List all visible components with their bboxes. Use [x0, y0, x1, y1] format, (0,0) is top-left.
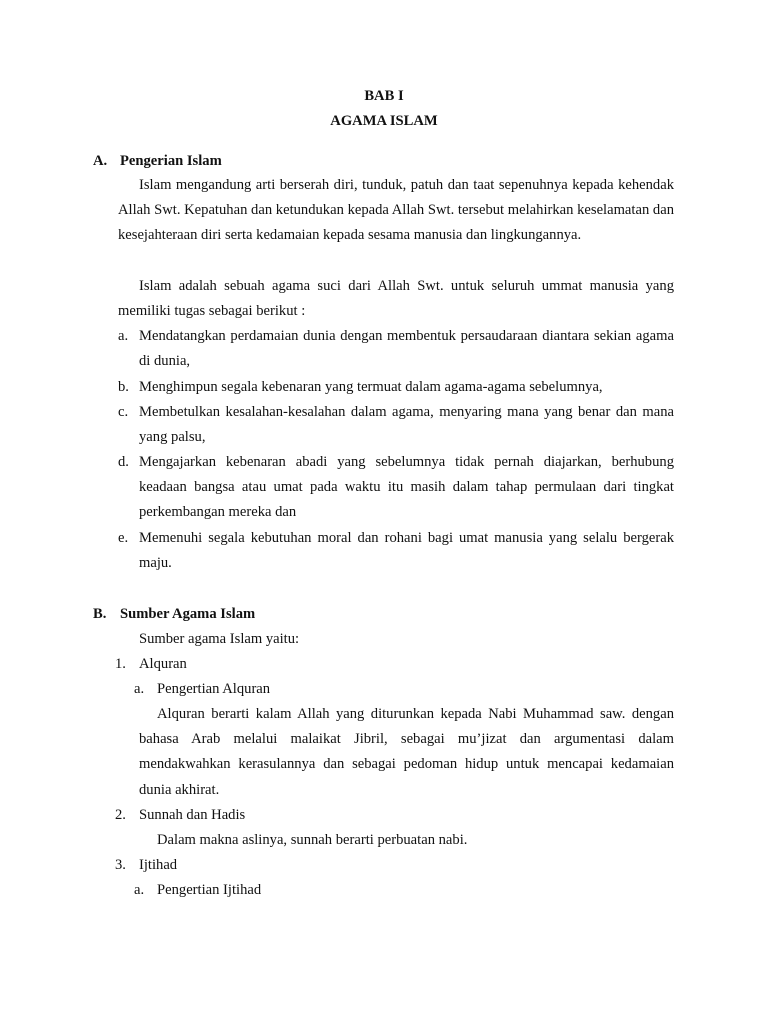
numbered-item-3-text: Ijtihad [139, 857, 178, 873]
sunnah-paragraph: Dalam makna aslinya, sunnah berarti perbuatan nabi. [157, 832, 468, 848]
numbered-item-2-marker: 2. [115, 807, 126, 823]
section-b-intro: Sumber agama Islam yaitu: [139, 631, 300, 647]
list-marker: e. [118, 530, 129, 546]
list-text: Memenuhi segala kebutuhan moral dan rohani bagi umat manusia yang selalu bergerak maju. [139, 530, 674, 572]
numbered-item-3-marker: 3. [115, 857, 126, 873]
sub-item-1a-marker: a. [134, 681, 145, 697]
list-text: Membetulkan kesalahan-kesalahan dalam agama, menyaring mana yang benar dan mana yang palsu, [139, 404, 674, 446]
list-marker: d. [118, 454, 129, 470]
sub-item-3a-text: Pengertian Ijtihad [157, 882, 262, 898]
list-item [118, 375, 674, 400]
numbered-item-1-marker: 1. [115, 656, 126, 672]
chapter-title: AGAMA ISLAM [330, 113, 438, 129]
list-text: Menghimpun segala kebenaran yang termuat dalam agama-agama sebelumnya, [139, 379, 603, 395]
section-b-title: Sumber Agama Islam [120, 606, 256, 622]
section-b-label: B. [93, 606, 107, 622]
list-marker: c. [118, 404, 129, 420]
section-a-para1: Islam mengandung arti berserah diri, tunduk, patuh dan taat sepenuhnya kepada kehendak Allah Swt. Kepatuhan dan ketundukan kepada Allah Swt. tersebut melahirkan keselamatan dan kesejahteraan diri serta kedamaian kepada sesama manusia dan lingkungannya. [118, 177, 674, 244]
list-marker: b. [118, 379, 129, 395]
section-a-label: A. [93, 153, 108, 169]
list-item [118, 324, 674, 374]
list-item [118, 400, 674, 450]
sub-item-1a-text: Pengertian Alquran [157, 681, 271, 697]
section-a-para2: Islam adalah sebuah agama suci dari Allah Swt. untuk seluruh ummat manusia yang memiliki tugas sebagai berikut : [118, 278, 674, 320]
list-item [118, 526, 674, 576]
list-marker: a. [118, 328, 129, 344]
sub-item-3a-marker: a. [134, 882, 145, 898]
numbered-item-1-text: Alquran [139, 656, 187, 672]
list-text: Mendatangkan perdamaian dunia dengan membentuk persaudaraan diantara sekian agama di dunia, [139, 328, 674, 370]
alquran-paragraph: Alquran berarti kalam Allah yang diturunkan kepada Nabi Muhammad saw. dengan bahasa Arab melalui malaikat Jibril, sebagai mu’jizat dan argumentasi dalam mendakwahkan kerasulannya dan sebagai pedoman hidup untuk mencapai kedamaian dunia akhirat. [139, 706, 674, 798]
chapter-heading: BAB I [364, 88, 404, 104]
numbered-item-2-text: Sunnah dan Hadis [139, 807, 246, 823]
list-item [118, 450, 674, 526]
list-text: Mengajarkan kebenaran abadi yang sebelumnya tidak pernah diajarkan, berhubung keadaan bangsa atau umat pada waktu itu masih dalam tahap permulaan dari tingkat perkembangan mereka dan [139, 454, 674, 521]
section-a-title: Pengerian Islam [120, 153, 222, 169]
